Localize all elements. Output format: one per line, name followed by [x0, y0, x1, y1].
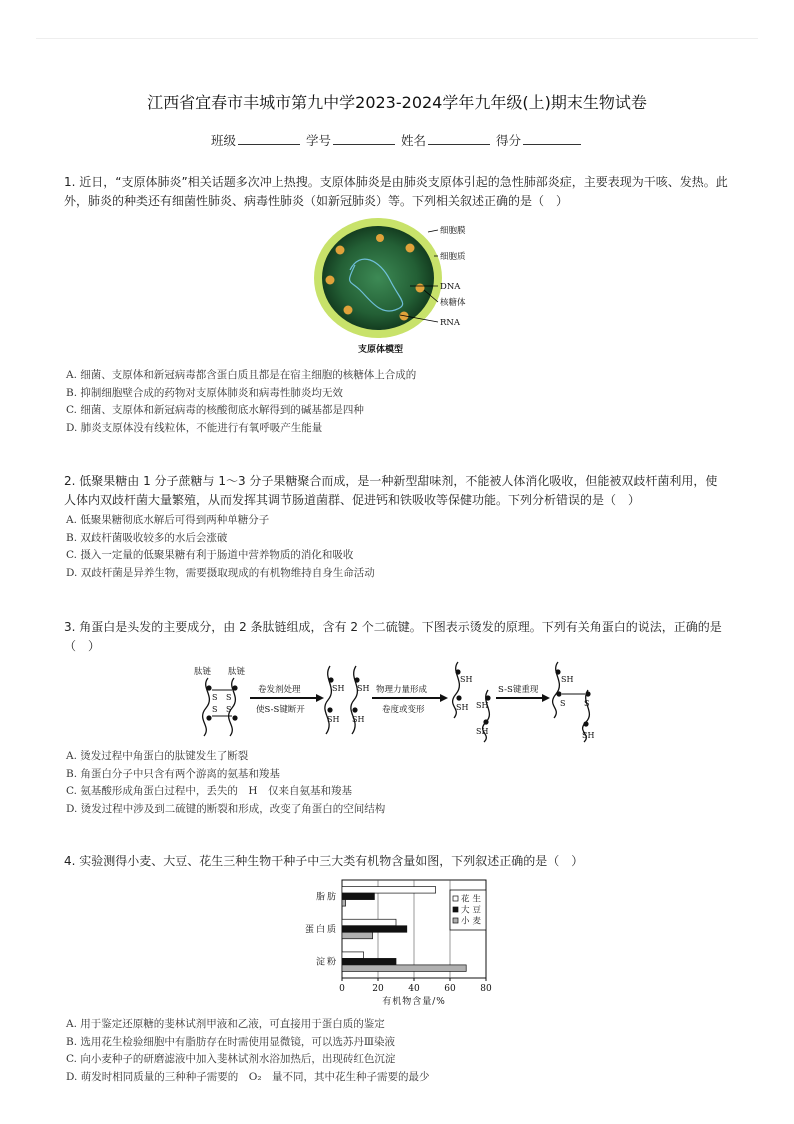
sh-label: SH: [327, 715, 340, 724]
step1-top-label: 卷发剂处理: [258, 685, 301, 695]
option-a[interactable]: A. 用于鉴定还原糖的斐林试剂甲液和乙液，可直接用于蛋白质的鉴定: [66, 1018, 385, 1030]
x-tick-label: 60: [444, 984, 456, 994]
bar-大豆-淀粉: [342, 958, 396, 965]
category-label: 蛋白质: [304, 925, 338, 935]
x-axis-label: 有机物含量/%: [382, 997, 446, 1006]
legend-label: 大豆: [461, 905, 485, 916]
s-label: S: [212, 693, 218, 702]
organic-content-chart: [292, 876, 502, 1006]
option-d[interactable]: D. 萌发时相同质量的三种种子需要的 O₂ 量不同，其中花生种子需要的最少: [66, 1070, 430, 1083]
x-tick-label: 40: [408, 984, 420, 994]
option-a[interactable]: A. 烫发过程中角蛋白的肽键发生了断裂: [66, 750, 249, 762]
label-dna: DNA: [440, 282, 461, 292]
option-b[interactable]: B. 角蛋白分子中只含有两个游离的氨基和羧基: [66, 767, 280, 780]
x-tick-label: 0: [339, 984, 345, 994]
legend-swatch: [453, 918, 458, 923]
bar-小麦-脂肪: [342, 900, 346, 907]
sh-label: SH: [582, 731, 595, 740]
s-label: S: [560, 699, 566, 708]
bar-大豆-蛋白质: [342, 926, 407, 933]
category-label: 脂肪: [315, 892, 338, 903]
ribosome-dot: [344, 306, 353, 315]
label-cell-membrane: 细胞膜: [440, 226, 466, 236]
legend-swatch: [453, 907, 458, 912]
question-2-options: [66, 512, 726, 582]
ribosome-dot: [406, 244, 415, 253]
mycoplasma-model-figure: [300, 210, 500, 360]
hair-perm-diagram: [190, 658, 610, 744]
question-1-stem: 1. 近日，“支原体肺炎”相关话题多次冲上热搜。支原体肺炎是由肺炎支原体引起的急性肺部炎症，主要表现为干咳、发热。此外，肺炎的种类还有细菌性肺炎、病毒性肺炎（如新冠肺炎）等。下列相关叙述正确的是（ ）: [64, 175, 728, 208]
question-1-options: [66, 367, 726, 437]
page-title: 江西省宜春市丰城市第九中学2023-2024学年九年级(上)期末生物试卷: [147, 93, 647, 112]
sh-label: SH: [332, 684, 345, 693]
question-4-stem: 4. 实验测得小麦、大豆、花生三种生物干种子中三大类有机物含量如图，下列叙述正确的是（ ）: [64, 854, 584, 868]
id-label: 学号: [305, 133, 331, 148]
student-info-line: [0, 131, 794, 149]
bar-小麦-淀粉: [342, 965, 466, 972]
chain-label-left: 肽链: [194, 667, 212, 677]
score-blank: [523, 133, 581, 145]
x-tick-label: 20: [372, 984, 384, 994]
s-label: S: [584, 699, 590, 708]
id-blank: [333, 133, 395, 145]
legend-label: 花生: [461, 894, 485, 905]
bar-花生-蛋白质: [342, 919, 396, 926]
category-label: 淀粉: [315, 957, 338, 968]
chain-label-right: 肽链: [228, 667, 246, 677]
s-label: S: [226, 693, 232, 702]
option-c[interactable]: C. 向小麦种子的研磨滤液中加入斐林试剂水浴加热后，出现砖红色沉淀: [66, 1053, 396, 1065]
option-c[interactable]: C. 细菌、支原体和新冠病毒的核酸彻底水解得到的碱基都是四种: [66, 404, 364, 416]
label-cytoplasm: 细胞质: [440, 252, 466, 262]
score-label: 得分: [495, 133, 521, 148]
top-divider: [36, 38, 758, 39]
bar-小麦-蛋白质: [342, 932, 373, 939]
option-d[interactable]: D. 烫发过程中涉及到二硫键的断裂和形成，改变了角蛋白的空间结构: [66, 802, 386, 815]
question-3-options: [66, 748, 726, 818]
option-d[interactable]: D. 肺炎支原体没有线粒体，不能进行有氧呼吸产生能量: [66, 421, 323, 434]
sh-label: SH: [352, 715, 365, 724]
legend-swatch: [453, 896, 458, 901]
bar-花生-淀粉: [342, 952, 364, 959]
option-b[interactable]: B. 选用花生检验细胞中有脂肪存在时需使用显微镜，可以选苏丹Ⅲ染液: [66, 1035, 396, 1048]
option-a[interactable]: A. 低聚果糖彻底水解后可得到两种单糖分子: [66, 514, 270, 526]
sh-label: SH: [476, 701, 489, 710]
bar-花生-脂肪: [342, 887, 436, 894]
label-ribosome: 核糖体: [440, 298, 466, 308]
ribosome-dot: [336, 246, 345, 255]
label-rna: RNA: [440, 318, 460, 328]
step2-top-label: 物理力量形成: [376, 685, 428, 695]
s-label: S: [226, 705, 232, 714]
name-label: 姓名: [400, 133, 426, 148]
step3-top-label: S-S键重现: [498, 685, 539, 695]
option-c[interactable]: C. 摄入一定量的低聚果糖有利于肠道中营养物质的消化和吸收: [66, 549, 354, 561]
x-tick-label: 80: [480, 984, 492, 994]
option-b[interactable]: B. 双歧杆菌吸收较多的水后会涨破: [66, 531, 228, 544]
option-c[interactable]: C. 氨基酸形成角蛋白过程中，丢失的 H 仅来自氨基和羧基: [66, 785, 352, 797]
ribosome-dot: [416, 284, 425, 293]
name-blank: [428, 133, 490, 145]
ribosome-dot: [326, 276, 335, 285]
question-4-options: [66, 1016, 726, 1086]
sh-label: SH: [357, 684, 370, 693]
question-2-stem: 2. 低聚果糖由 1 分子蔗糖与 1～3 分子果糖聚合而成，是一种新型甜味剂，不能被人体消化吸收，但能被双歧杆菌利用，使人体内双歧杆菌大量繁殖，从而发挥其调节肠道菌群、促进钙和铁吸收等保健功能。下列分析错误的是（ ）: [64, 474, 718, 507]
figure-caption: 支原体模型: [358, 345, 404, 355]
class-blank: [238, 133, 300, 145]
bar-大豆-脂肪: [342, 893, 374, 900]
step2-bottom-label: 卷度或变形: [382, 705, 425, 715]
s-label: S: [212, 705, 218, 714]
legend-label: 小麦: [461, 916, 485, 927]
sh-label: SH: [476, 727, 489, 736]
sh-label: SH: [561, 675, 574, 684]
class-label: 班级: [210, 133, 236, 148]
question-3-stem: 3. 角蛋白是头发的主要成分，由 2 条肽链组成，含有 2 个二硫键。下图表示烫发的原理。下列有关角蛋白的说法，正确的是（ ）: [64, 620, 722, 653]
option-b[interactable]: B. 抑制细胞壁合成的药物对支原体肺炎和病毒性肺炎均无效: [66, 386, 343, 399]
option-d[interactable]: D. 双歧杆菌是异养生物，需要摄取现成的有机物维持自身生命活动: [66, 566, 375, 579]
ribosome-dot: [376, 234, 384, 242]
step1-bottom-label: 使S-S键断开: [256, 705, 305, 715]
sh-label: SH: [460, 675, 473, 684]
option-a[interactable]: A. 细菌、支原体和新冠病毒都含蛋白质且都是在宿主细胞的核糖体上合成的: [66, 369, 417, 381]
cell-cytoplasm: [322, 226, 434, 330]
sh-label: SH: [456, 703, 469, 712]
